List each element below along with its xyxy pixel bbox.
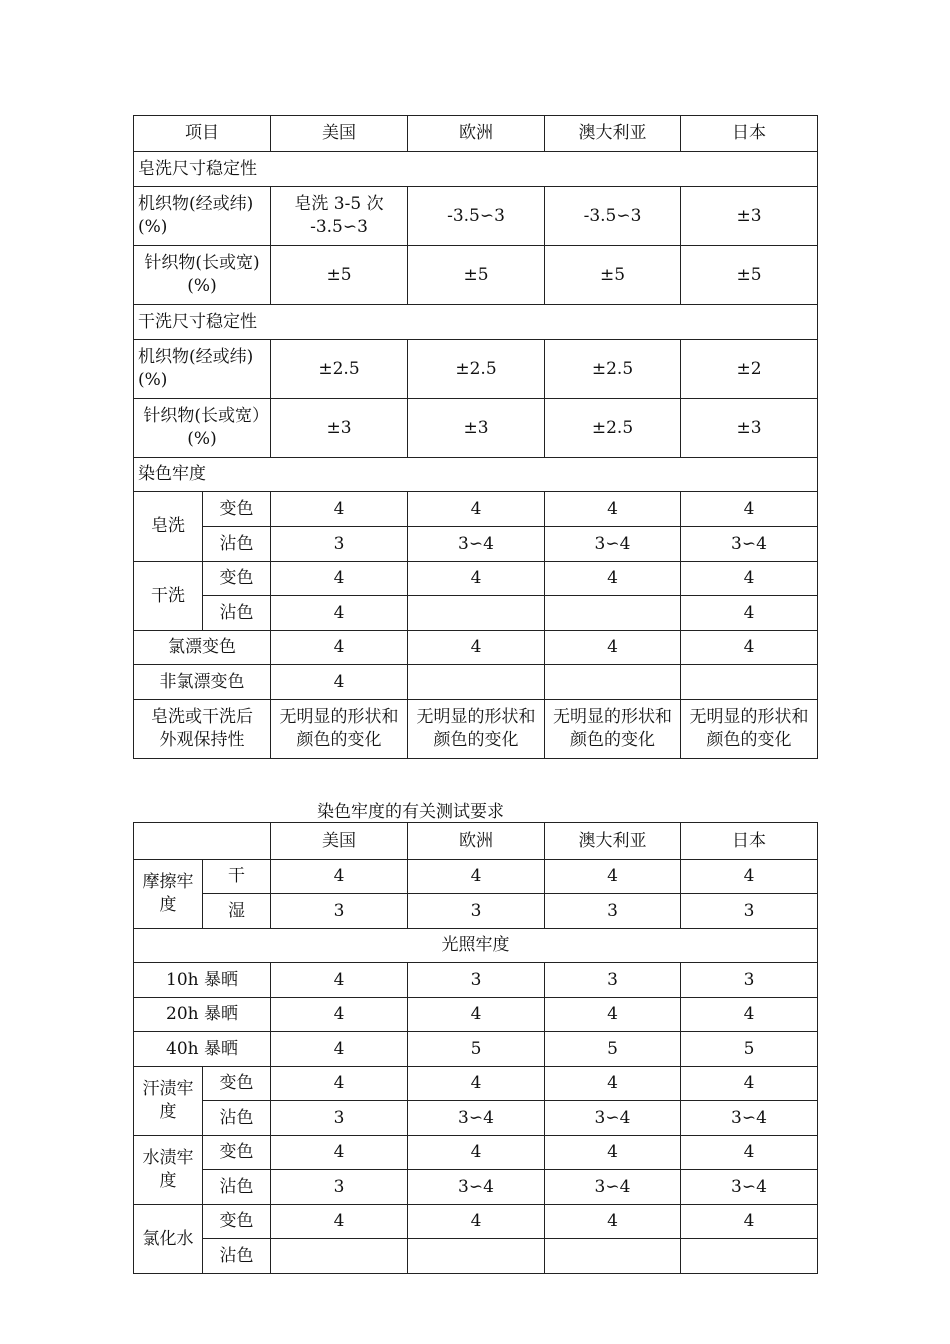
sub-label: 变色 [203, 562, 271, 596]
header-item: 项目 [134, 116, 271, 152]
cell: 3 [545, 963, 681, 998]
row-label: 非氯漂变色 [134, 665, 271, 700]
section-dry-dimensional: 干洗尺寸稳定性 [134, 305, 818, 340]
cell: 3∽4 [408, 527, 545, 562]
sub-label: 湿 [203, 894, 271, 929]
table-row [134, 1032, 818, 1067]
table-row [134, 562, 818, 596]
cell: ±3 [408, 399, 545, 458]
chlorinated-group-label: 氯化水 [134, 1205, 203, 1274]
cell: 3∽4 [545, 1170, 681, 1205]
cell: 4 [271, 492, 408, 527]
sub-label: 沾色 [203, 1239, 271, 1274]
cell: ±2.5 [408, 340, 545, 399]
cell: 无明显的形状和颜色的变化 [681, 700, 818, 759]
cell: ±3 [271, 399, 408, 458]
row-label [134, 187, 271, 246]
cell: 4 [681, 860, 818, 894]
cell: 无明显的形状和颜色的变化 [271, 700, 408, 759]
cell: ±3 [681, 187, 818, 246]
cell: 4 [271, 665, 408, 700]
cell [545, 596, 681, 631]
dimensional-stability-table [133, 115, 818, 759]
cell: 5 [408, 1032, 545, 1067]
cell [545, 665, 681, 700]
cell: 3 [408, 963, 545, 998]
header-empty [134, 823, 271, 860]
header-australia: 澳大利亚 [545, 823, 681, 860]
cell: 4 [271, 1032, 408, 1067]
table-row [134, 596, 818, 631]
cell: ±2.5 [545, 399, 681, 458]
sub-label: 沾色 [203, 527, 271, 562]
cell: 4 [545, 562, 681, 596]
row-label [134, 246, 271, 305]
cell: 4 [545, 1136, 681, 1170]
cell: 3 [271, 1170, 408, 1205]
header-usa: 美国 [271, 116, 408, 152]
row-label: 10h 暴晒 [134, 963, 271, 998]
cell: 3 [271, 1101, 408, 1136]
cell: 4 [408, 562, 545, 596]
header-usa: 美国 [271, 823, 408, 860]
cell [408, 1239, 545, 1274]
cell: 4 [408, 1205, 545, 1239]
cell: 4 [271, 1205, 408, 1239]
cell: 4 [271, 1067, 408, 1101]
section-row [134, 458, 818, 492]
table-row [134, 492, 818, 527]
table-header-row [134, 823, 818, 860]
cell: 3∽4 [545, 527, 681, 562]
table-row [134, 998, 818, 1032]
cell: 皂洗 3-5 次 -3.5∽3 [271, 187, 408, 246]
cell: 3∽4 [408, 1170, 545, 1205]
sub-label: 变色 [203, 1205, 271, 1239]
section-light-fastness: 光照牢度 [134, 929, 818, 963]
cell: 4 [681, 562, 818, 596]
cell: 3∽4 [545, 1101, 681, 1136]
rub-group-label: 摩擦牢度 [134, 860, 203, 929]
row-label [134, 340, 271, 399]
section-wash-dimensional: 皂洗尺寸稳定性 [134, 152, 818, 187]
knit-dry-label: 针织物(长或宽）(%) [143, 406, 261, 449]
section-dye-fastness: 染色牢度 [134, 458, 818, 492]
header-europe: 欧洲 [408, 823, 545, 860]
cell: 3∽4 [681, 1101, 818, 1136]
cell: 3 [681, 963, 818, 998]
water-group-label: 水渍牢度 [134, 1136, 203, 1205]
sub-label: 变色 [203, 1136, 271, 1170]
cell: 4 [271, 963, 408, 998]
cell: 4 [271, 860, 408, 894]
row-label [134, 399, 271, 458]
table-row [134, 527, 818, 562]
cell: 5 [681, 1032, 818, 1067]
table-row [134, 700, 818, 759]
cell [681, 665, 818, 700]
cell [545, 1239, 681, 1274]
cell: 3∽4 [681, 527, 818, 562]
cell: 4 [681, 1136, 818, 1170]
table-row [134, 1067, 818, 1101]
cell: 4 [681, 1067, 818, 1101]
cell: ±3 [681, 399, 818, 458]
table-row [134, 1170, 818, 1205]
sub-label: 沾色 [203, 1101, 271, 1136]
cell: 4 [681, 596, 818, 631]
sub-label: 变色 [203, 492, 271, 527]
cell: ±5 [681, 246, 818, 305]
header-europe: 欧洲 [408, 116, 545, 152]
cell: ±2.5 [271, 340, 408, 399]
cell: 4 [681, 998, 818, 1032]
cell: 3 [271, 894, 408, 929]
table-row [134, 187, 818, 246]
table-row [134, 340, 818, 399]
cell [408, 665, 545, 700]
row-label: 氯漂变色 [134, 631, 271, 665]
cell: ±5 [271, 246, 408, 305]
cell [681, 1239, 818, 1274]
cell: 4 [271, 1136, 408, 1170]
cell: ±2.5 [545, 340, 681, 399]
cell: 4 [545, 1205, 681, 1239]
table-row [134, 860, 818, 894]
row-label [134, 700, 271, 759]
cell: 3∽4 [408, 1101, 545, 1136]
row-label: 20h 暴晒 [134, 998, 271, 1032]
cell: 3 [545, 894, 681, 929]
cell: 4 [545, 492, 681, 527]
cell: 4 [408, 860, 545, 894]
color-fastness-table [133, 822, 818, 1274]
cell: 4 [271, 562, 408, 596]
cell: 4 [681, 492, 818, 527]
cell: 4 [408, 1136, 545, 1170]
cell: -3.5∽3 [545, 187, 681, 246]
cell: 4 [681, 631, 818, 665]
table-caption: 染色牢度的有关测试要求 [317, 802, 504, 822]
woven-dry-label: 机织物(经或纬)(%) [138, 347, 254, 390]
cell: 4 [408, 492, 545, 527]
section-row [134, 152, 818, 187]
table-row [134, 1101, 818, 1136]
table-row [134, 1239, 818, 1274]
cell: ±5 [545, 246, 681, 305]
table-row [134, 631, 818, 665]
sub-label: 沾色 [203, 1170, 271, 1205]
cell: 无明显的形状和颜色的变化 [408, 700, 545, 759]
cell: 4 [545, 860, 681, 894]
cell: 4 [408, 1067, 545, 1101]
woven-wash-label: 机织物(经或纬)(%) [138, 194, 254, 237]
cell: 4 [681, 1205, 818, 1239]
table-header-row [134, 116, 818, 152]
cell [408, 596, 545, 631]
header-japan: 日本 [681, 116, 818, 152]
sub-label: 变色 [203, 1067, 271, 1101]
table-row [134, 399, 818, 458]
table-row [134, 665, 818, 700]
cell: 4 [545, 998, 681, 1032]
cell: 3 [271, 527, 408, 562]
header-australia: 澳大利亚 [545, 116, 681, 152]
cell: 无明显的形状和颜色的变化 [545, 700, 681, 759]
knit-wash-label: 针织物(长或宽)(%) [144, 253, 260, 296]
cell: ±2 [681, 340, 818, 399]
cell: 3∽4 [681, 1170, 818, 1205]
cell: ±5 [408, 246, 545, 305]
table-row [134, 1205, 818, 1239]
section-row [134, 929, 818, 963]
dry-group-label: 干洗 [134, 562, 203, 631]
cell [271, 1239, 408, 1274]
cell: 4 [545, 1067, 681, 1101]
cell: 4 [271, 631, 408, 665]
cell: 5 [545, 1032, 681, 1067]
cell: 4 [545, 631, 681, 665]
cell: 3 [681, 894, 818, 929]
sweat-group-label: 汗渍牢度 [134, 1067, 203, 1136]
header-japan: 日本 [681, 823, 818, 860]
cell: 4 [408, 631, 545, 665]
sub-label: 干 [203, 860, 271, 894]
cell: -3.5∽3 [408, 187, 545, 246]
cell: 4 [408, 998, 545, 1032]
row-label: 40h 暴晒 [134, 1032, 271, 1067]
cell: 3 [408, 894, 545, 929]
appearance-label: 皂洗或干洗后外观保持性 [151, 707, 253, 750]
cell: 4 [271, 596, 408, 631]
table-row [134, 1136, 818, 1170]
wash-group-label: 皂洗 [134, 492, 203, 562]
table-row [134, 246, 818, 305]
sub-label: 沾色 [203, 596, 271, 631]
table-row [134, 963, 818, 998]
section-row [134, 305, 818, 340]
cell: 4 [271, 998, 408, 1032]
table-row [134, 894, 818, 929]
